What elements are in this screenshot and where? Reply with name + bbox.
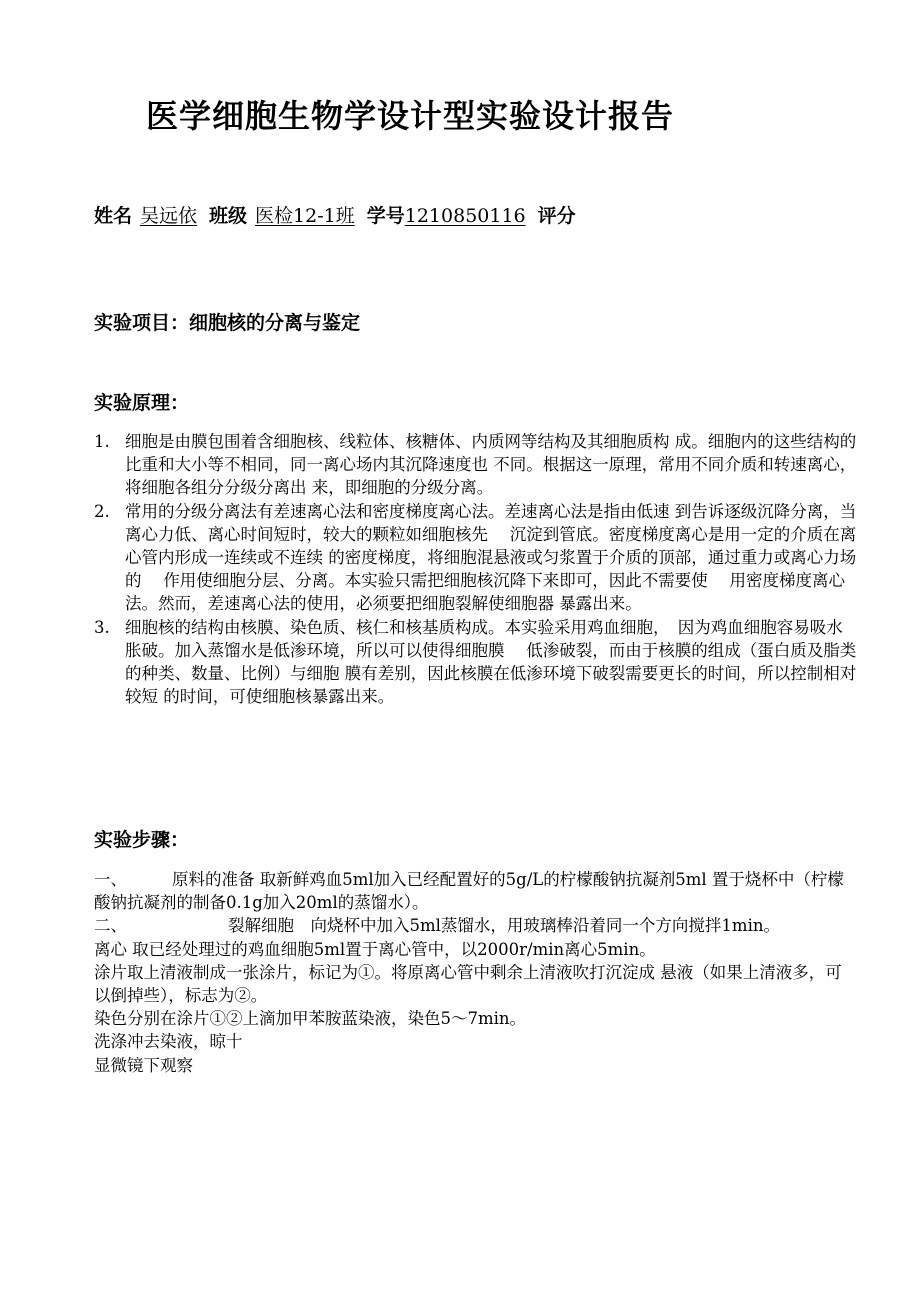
principle-number: 1. <box>94 432 110 451</box>
class-value: 医检12-1班 <box>255 205 355 227</box>
step-item <box>94 938 858 961</box>
score-label: 评分 <box>537 205 576 227</box>
principle-item <box>94 500 858 616</box>
step-item <box>94 961 858 1007</box>
step-number: 二、 <box>94 916 127 936</box>
project-heading: 实验项目：细胞核的分离与鉴定 <box>94 312 361 334</box>
principle-text: 细胞核的结构由核膜、染色质、核仁和核基质构成。本实验采用鸡血细胞， 因为鸡血细胞容易吸水胀破。加入蒸馏水是低渗环境，所以可以使得细胞膜 低渗破裂，而由于核膜的组成（蛋白质及脂类的种类、数量、比例）与细胞 膜有差别，因此核膜在低渗环境下破裂需要更长的时间，所以控制相对较短 的时间，可使细胞核暴露出来。 <box>125 617 857 707</box>
principle-number: 2. <box>94 501 110 521</box>
step-text: 显微镜下观察 <box>94 1055 193 1075</box>
name-label: 姓名 <box>94 205 133 227</box>
student-id-value: 1210850116 <box>404 205 526 227</box>
steps-heading: 实验步骤： <box>94 829 190 851</box>
step-text: 裂解细胞 向烧杯中加入5ml蒸馏水，用玻璃棒沿着同一个方向搅拌1min。 <box>228 916 780 936</box>
name-value: 吴远依 <box>140 205 198 227</box>
step-text: 涂片取上清液制成一张涂片，标记为①。将原离心管中剩余上清液吹打沉淀成 悬液（如果上清液多，可以倒掉些），标志为②。 <box>94 962 842 1006</box>
principle-number: 3. <box>94 617 110 637</box>
step-item <box>94 1030 858 1053</box>
principle-list <box>94 430 858 708</box>
principle-text: 细胞是由膜包围着含细胞核、线粒体、核糖体、内质网等结构及其细胞质构 成。细胞内的这些结构的比重和大小等不相同，同一离心场内其沉降速度也 不同。根据这一原理，常用不同介质和转速离心，将细胞各组分分级分离出 来，即细胞的分级分离。 <box>125 432 857 498</box>
step-item <box>94 1054 858 1077</box>
step-text: 原料的准备 取新鲜鸡血5ml加入已经配置好的5g/L的柠檬酸钠抗凝剂5ml 置于烧杯中（柠檬酸钠抗凝剂的制备0.1g加入20ml的蒸馏水）。 <box>94 870 844 913</box>
report-title: 医学细胞生物学设计型实验设计报告 <box>146 97 675 135</box>
step-text: 离心 取已经处理过的鸡血细胞5ml置于离心管中，以2000r/min离心5min。 <box>94 939 656 959</box>
class-label: 班级 <box>209 205 248 227</box>
principle-item <box>94 430 858 500</box>
step-item <box>94 1007 858 1030</box>
steps-list <box>94 868 858 1077</box>
step-item <box>94 914 858 937</box>
principle-item <box>94 616 858 709</box>
step-text: 染色分别在涂片①②上滴加甲苯胺蓝染液，染色5〜7min。 <box>94 1009 527 1029</box>
principle-heading: 实验原理： <box>94 392 190 414</box>
principle-text: 常用的分级分离法有差速离心法和密度梯度离心法。差速离心法是指由低速 到告诉逐级沉降分离，当离心力低、离心时间短时，较大的颗粒如细胞核先 沉淀到管底。密度梯度离心是用一定的介质在离心管内形成一连续或不连续 的密度梯度，将细胞混悬液或匀浆置于介质的顶部，通过重力或离心力场的 作用使细胞分层、分离。本实验只需把细胞核沉降下来即可，因此不需要使 用密度梯度离心法。然而，差速离心法的使用，必须要把细胞裂解使细胞器 暴露出来。 <box>125 501 857 614</box>
step-text: 洗涤冲去染液，晾十 <box>94 1032 243 1052</box>
student-info-line <box>94 202 576 230</box>
step-item <box>94 868 858 914</box>
step-number: 一、 <box>94 870 127 889</box>
student-id-label: 学号 <box>366 205 405 227</box>
